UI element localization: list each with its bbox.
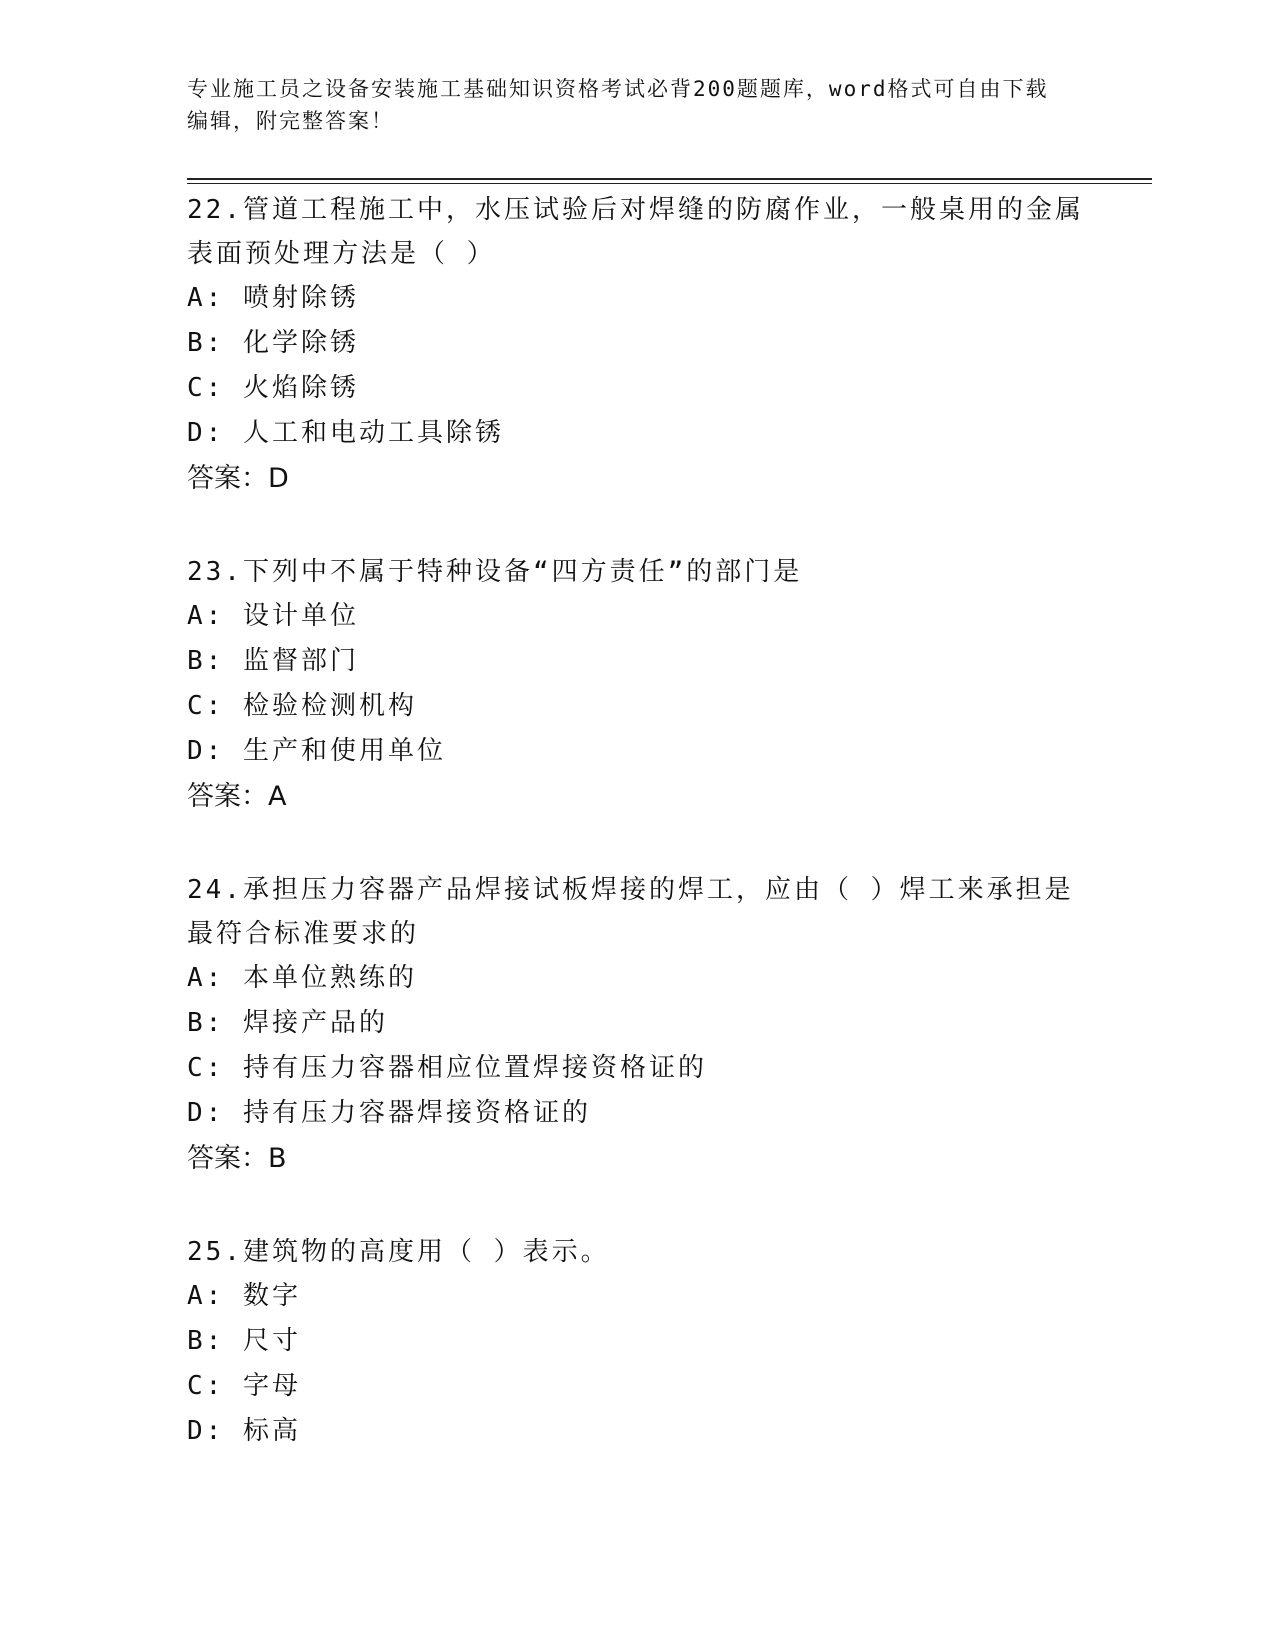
option-a: A: 本单位熟练的 [187, 963, 417, 993]
option-c: C: 检验检测机构 [187, 691, 417, 721]
option-c: C: 持有压力容器相应位置焊接资格证的 [187, 1053, 707, 1083]
option-b: B: 监督部门 [187, 646, 359, 676]
question-stem: 24.承担压力容器产品焊接试板焊接的焊工，应由（ ）焊工来承担是最符合标准要求的 [187, 875, 1074, 949]
answer: 答案：B [187, 1143, 287, 1174]
header-divider-thin [187, 183, 1152, 184]
option-d: D: 标高 [187, 1416, 301, 1446]
question-24 [187, 868, 1087, 1182]
header-divider [187, 178, 1152, 180]
option-d: D: 生产和使用单位 [187, 736, 446, 766]
option-a: A: 喷射除锈 [187, 283, 359, 313]
option-b: B: 化学除锈 [187, 328, 359, 358]
question-stem: 22.管道工程施工中，水压试验后对焊缝的防腐作业，一般桌用的金属表面预处理方法是（ ） [187, 195, 1084, 269]
option-c: C: 字母 [187, 1371, 301, 1401]
option-a: A: 设计单位 [187, 601, 359, 631]
question-stem: 25.建筑物的高度用（ ）表示。 [187, 1237, 610, 1267]
question-stem: 23.下列中不属于特种设备“四方责任”的部门是 [187, 557, 803, 587]
question-23 [187, 550, 1087, 820]
question-25 [187, 1230, 1087, 1454]
option-b: B: 焊接产品的 [187, 1008, 388, 1038]
option-d: D: 人工和电动工具除锈 [187, 418, 504, 448]
question-22 [187, 188, 1087, 502]
document-header: 专业施工员之设备安装施工基础知识资格考试必背200题题库，word格式可自由下载编辑，附完整答案！ [187, 77, 1049, 133]
option-a: A: 数字 [187, 1281, 301, 1311]
option-d: D: 持有压力容器焊接资格证的 [187, 1098, 591, 1128]
option-b: B: 尺寸 [187, 1326, 301, 1356]
option-c: C: 火焰除锈 [187, 373, 359, 403]
answer: 答案：A [187, 781, 287, 812]
answer: 答案：D [187, 463, 289, 494]
